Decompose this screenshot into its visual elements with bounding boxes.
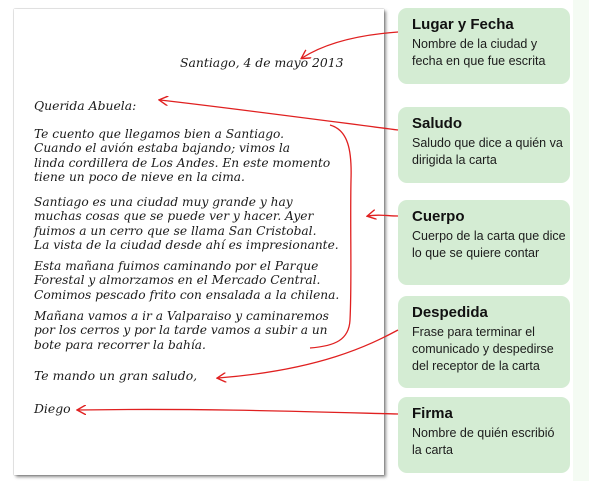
body-line: bote para recorrer la bahía. [34, 337, 206, 352]
body-line: tiene un poco de nieve en la cima. [34, 170, 245, 185]
body-line: Cuando el avión estaba bajando; vimos la [34, 141, 291, 156]
arrow-signature [78, 409, 398, 414]
body-line: Te cuento que llegamos bien a Santiago. [34, 127, 285, 141]
annotation-title: Despedida [412, 304, 488, 321]
annotation-title: Firma [412, 405, 453, 422]
annotation-title: Lugar y Fecha [412, 16, 514, 33]
annotation-desc: Saludo que dice a quién va dirigida la carta [412, 136, 563, 167]
arrow-body [368, 215, 398, 216]
greeting: Querida Abuela: [34, 98, 137, 113]
place-date: Santiago, 4 de mayo 2013 [180, 55, 344, 70]
signature: Diego [34, 401, 71, 416]
body-line: Esta mañana fuimos caminando por el Parque [34, 259, 319, 273]
body-line: Comimos pescado frito con ensalada a la chilena. [34, 287, 340, 302]
body-line: Santiago es una ciudad muy grande y hay [34, 195, 293, 209]
body-line: muchas cosas que se puede ver y hacer. Ayer [34, 209, 314, 224]
arrow-greeting [160, 100, 398, 130]
body-line: Mañana vamos a ir a Valparaiso y caminaremos [34, 309, 329, 323]
annotation-title: Cuerpo [412, 208, 465, 225]
annotation-desc: Nombre de quién escribió la carta [412, 426, 555, 457]
body-line: linda cordillera de Los Andes. En este momento [34, 155, 331, 170]
arrow-place-date [302, 32, 398, 58]
annotation-desc: Cuerpo de la carta que dice lo que se quiere contar [412, 229, 566, 260]
body-line: fuimos a un cerro que se llama San Cristobal. [34, 223, 317, 238]
arrow-closing [218, 330, 398, 378]
annotation-title: Saludo [412, 115, 463, 132]
body-line: La vista de la ciudad desde ahí es impresionante. [34, 238, 339, 253]
body-line: por los cerros y por la tarde vamos a subir a un [34, 323, 328, 338]
annotation-desc: Nombre de la ciudad y fecha en que fue escrita [412, 37, 546, 68]
annotation-desc: Frase para terminar el comunicado y despedirse del receptor de la carta [412, 325, 554, 373]
body-line: Forestal y almorzamos en el Mercado Central. [34, 273, 321, 288]
bracket-body [310, 125, 351, 348]
closing: Te mando un gran saludo, [34, 368, 198, 383]
